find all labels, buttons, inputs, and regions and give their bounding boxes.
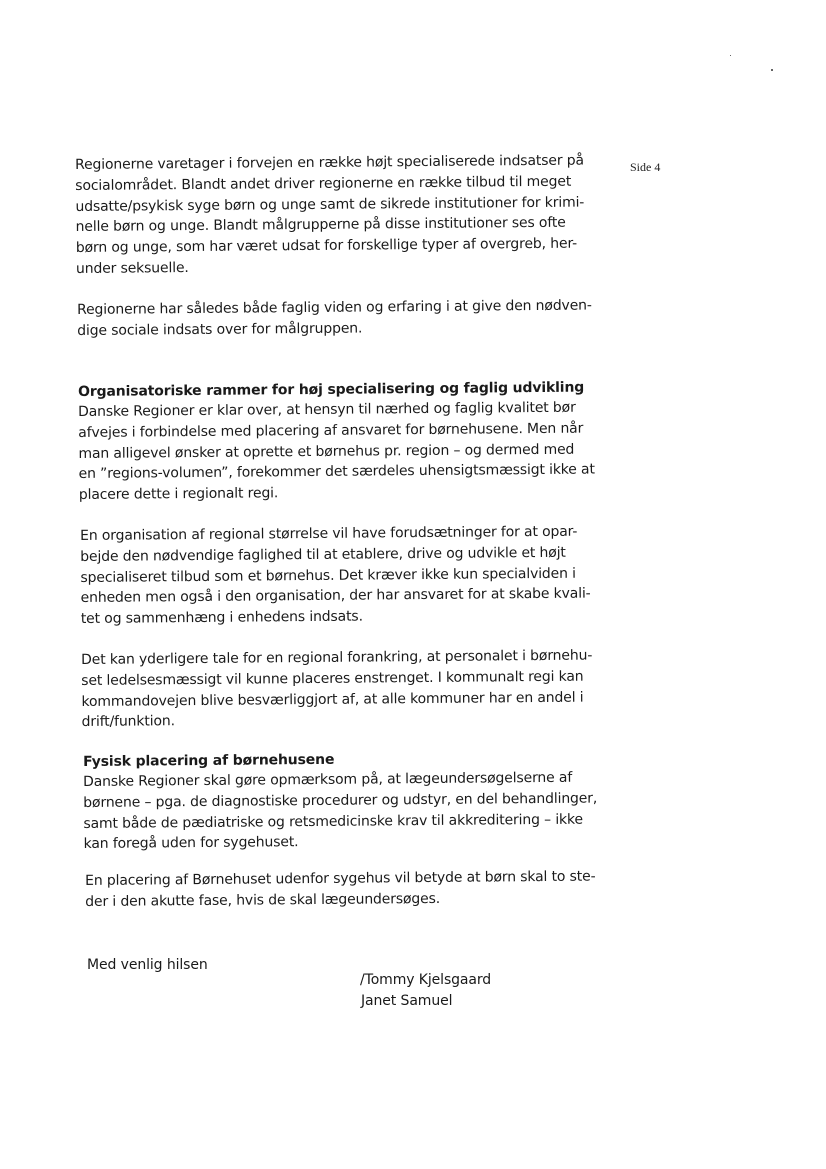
text-line: samt både de pædiatriske og retsmedicinske krav til akkreditering – ikke bbox=[83, 811, 583, 832]
text-line: kommandovejen blive besværliggjort af, at alle kommuner har en andel i bbox=[81, 689, 584, 710]
text-line: Regionerne varetager i forvejen en række højt specialiserede indsatser på bbox=[75, 152, 584, 173]
scan-speck bbox=[730, 55, 731, 56]
paragraph-regional-anchoring bbox=[81, 645, 602, 733]
text-line: nelle børn og unge. Blandt målgrupperne på disse institutioner ses ofte bbox=[75, 215, 566, 236]
text-line: børnene – pga. de diagnostiske procedurer og udstyr, en del behandlinger, bbox=[83, 790, 598, 811]
signatory-name: /Tommy Kjelsgaard bbox=[360, 972, 492, 988]
signatory-name: Janet Samuel bbox=[361, 993, 453, 1009]
text-line: Regionerne har således både faglig viden og erfaring i at give den nødven- bbox=[77, 297, 592, 318]
paragraph-regional-services bbox=[75, 150, 596, 279]
text-line: tet og sammenhæng i enhedens indsats. bbox=[80, 608, 363, 628]
text-line: socialområdet. Blandt andet driver regionerne en række tilbud til meget bbox=[75, 173, 572, 194]
text-line: Danske Regioner er klar over, at hensyn til nærhed og faglig kvalitet bør bbox=[78, 399, 576, 420]
text-line: kan foregå uden for sygehuset. bbox=[83, 834, 299, 853]
section-heading-physical-placement: Fysisk placering af børnehusene bbox=[83, 751, 335, 770]
paragraph-regional-organisation bbox=[80, 521, 601, 630]
text-line: man alligevel ønsker at oprette et børnehus pr. region – og dermed med bbox=[78, 441, 575, 462]
text-line: En placering af Børnehuset udenfor sygehus vil betyde at børn skal to ste- bbox=[85, 868, 596, 889]
paragraph-medical-examinations bbox=[83, 767, 604, 855]
text-line: en ”regions-volumen”, forekommer det særdeles uhensigtsmæssigt ikke at bbox=[78, 461, 595, 483]
text-line: udsatte/psykisk syge børn og unge samt de sikrede institutioner for krimi- bbox=[75, 194, 585, 215]
text-line: enheden men også i den organisation, der har ansvaret for at skabe kvali- bbox=[80, 585, 591, 607]
paragraph-proximity-quality bbox=[78, 397, 599, 506]
text-line: Danske Regioner skal gøre opmærksom på, at lægeundersøgelserne af bbox=[83, 769, 573, 790]
scan-speck bbox=[771, 69, 773, 71]
section-heading-organisational-frames: Organisatoriske rammer for høj specialisering og faglig udvikling bbox=[78, 379, 585, 400]
text-line: afvejes i forbindelse med placering af ansvaret for børnehusene. Men når bbox=[78, 420, 584, 441]
closing-greeting: Med venlig hilsen bbox=[87, 957, 208, 973]
text-line: børn og unge, som har været udsat for forskellige typer af overgreb, her- bbox=[75, 235, 578, 257]
text-line: specialiseret tilbud som et børnehus. Det kræver ikke kun specialviden i bbox=[80, 565, 576, 586]
text-line: En organisation af regional størrelse vil have forudsætninger for at opar- bbox=[80, 523, 578, 544]
text-line: bejde den nødvendige faglighed til at etablere, drive og udvikle et højt bbox=[80, 544, 566, 565]
text-line: under seksuelle. bbox=[75, 259, 189, 277]
text-line: der i den akutte fase, hvis de skal lægeundersøges. bbox=[85, 890, 441, 910]
page-number-label: Side 4 bbox=[630, 160, 661, 174]
text-line: drift/funktion. bbox=[81, 713, 175, 731]
text-line: Det kan yderligere tale for en regional forankring, at personalet i børnehu- bbox=[81, 647, 593, 668]
text-line: set ledelsesmæssigt vil kunne placeres enstrenget. I kommunalt regi kan bbox=[81, 668, 584, 689]
paragraph-placement-consequence bbox=[85, 866, 605, 912]
text-line: dige sociale indsats over for målgruppen. bbox=[77, 320, 363, 339]
text-line: placere dette i regionalt regi. bbox=[78, 485, 279, 504]
paragraph-regional-expertise bbox=[77, 295, 597, 341]
